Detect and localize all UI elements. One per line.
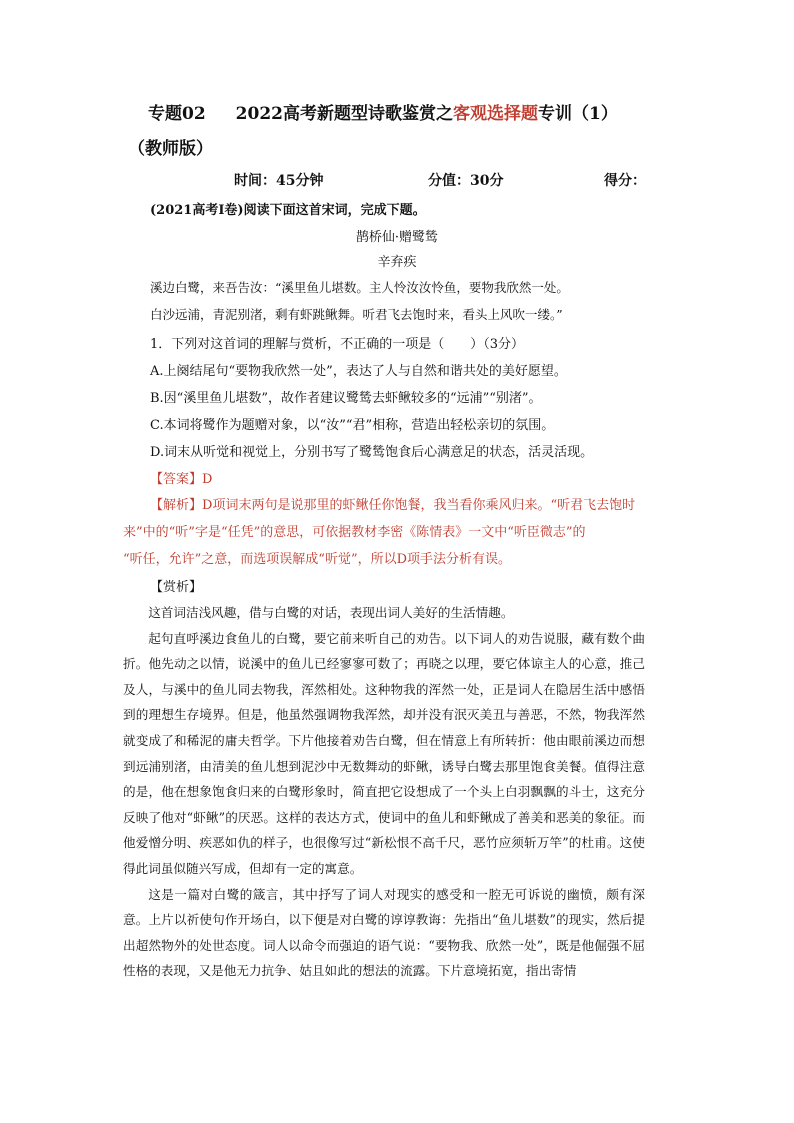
analysis-text: D项词末两句是说那里的虾鳅任你饱餐，我当看你乘风归来。 xyxy=(202,498,551,513)
appreciation-paragraph: 这是一篇对白鹭的箴言，其中抒写了词人对现实的感受和一腔无可诉说的幽愤，颇有深意。上片以祈使句作开场白，以下便是对白鹭的谆谆教诲：先指出“鱼儿堪数”的现实，然后提出超然物外的处世态度。词人以命令而强迫的语气说：“要物我、欣然一处”，既是他倔强不屈性格的表现，又是他无力抗争、姑且如此的想法的流露。下片意境拓宽，指出寄情 xyxy=(123,886,645,979)
result-info: 得分： xyxy=(604,173,646,189)
time-info: 时间：45分钟 xyxy=(234,173,324,189)
analysis-label: 【解析】 xyxy=(150,498,203,513)
title-suffix: 专训（1） xyxy=(538,104,618,124)
score-info: 分值：30分 xyxy=(428,173,504,189)
question-option-b: B.因“溪里鱼儿堪数”，故作者建议鹭鸶去虾鳅较多的“远浦”“别渚”。 xyxy=(150,391,542,406)
title-highlight: 客观选择题 xyxy=(453,104,538,124)
answer-label: 【答案】 xyxy=(150,472,203,487)
answer xyxy=(150,468,650,487)
analysis-line: “听任，允许”之意，而选项误解成“听觉”，所以D项手法分析有误。 xyxy=(123,552,512,567)
question-option-d: D.词末从听觉和视觉上，分别书写了鹭鸶饱食后心满意足的状态，活灵活现。 xyxy=(150,445,594,460)
appreciation-body xyxy=(123,600,645,984)
appreciation-label: 【赏析】 xyxy=(150,580,203,595)
question-option-a: A.上阕结尾句“要物我欣然一处”，表达了人与自然和谐共处的美好愿望。 xyxy=(150,364,567,379)
analysis-line: 来”中的“听”字是“任凭”的意思，可依据教材李密《陈情表》一文中“听臣微志”的 xyxy=(123,525,586,540)
question-stem: 1．下列对这首词的理解与赏析，不正确的一项是（ ）（3分） xyxy=(150,337,525,352)
poem-title: 鹊桥仙·赠鹭鸶 xyxy=(355,230,439,245)
reading-instruction: (2021高考Ⅰ卷)阅读下面这首宋词，完成下题。 xyxy=(150,203,426,218)
analysis-text: “听君飞去饱时 xyxy=(550,498,636,513)
question-option-c: C.本词将鹭作为题赠对象，以“汝”“君”相称，营造出轻松亲切的氛围。 xyxy=(150,418,555,433)
title-topic: 专题02 xyxy=(148,104,206,124)
poem-line: 溪边白鹭，来吾告汝：“溪里鱼儿堪数。主人怜汝汝怜鱼，要物我欣然一处。 xyxy=(150,280,569,295)
page-subtitle: （教师版） xyxy=(128,139,213,159)
poem-author: 辛弃疾 xyxy=(377,255,417,270)
title-main: 2022高考新题型诗歌鉴赏之 xyxy=(235,104,453,124)
appreciation-paragraph: 起句直呼溪边食鱼儿的白鹭，要它前来听自己的劝告。以下词人的劝告说服，藏有数个曲折。他先动之以情，说溪中的鱼儿已经寥寥可数了；再晓之以理，要它体谅主人的心意，推己及人，与溪中的鱼儿同去物我，浑然相处。这种物我的浑然一处，正是词人在隐居生活中感悟到的理想生存境界。但是，他虽然强调物我浑然，却并没有泯灭美丑与善恶，不然，物我浑然就变成了和稀泥的庸夫哲学。下片他接着劝告白鹭，但在情意上有所转折：他由眼前溪边而想到远浦别渚，由清美的鱼儿想到泥沙中无数舞动的虾鳅，诱导白鹭去那里饱食美餐。值得注意的是，他在想象饱食归来的白鹭形象时，简直把它设想成了一个头上白羽飘飘的斗士，这充分反映了他对“虾鳅”的厌恶。这样的表达方式，使词中的鱼儿和虾鳅成了善美和恶美的象征。而他爱憎分明、疾恶如仇的样子，也很像写过“新松恨不高千尺，恶竹应须斩万竿”的杜甫。这使得此词虽似随兴写成，但却有一定的寓意。 xyxy=(123,630,645,876)
page-title xyxy=(148,99,618,124)
answer-value: D xyxy=(202,472,213,487)
analysis-line xyxy=(150,494,650,513)
poem-line: 白沙远浦，青泥别渚，剩有虾跳鳅舞。听君飞去饱时来，看头上风吹一缕。” xyxy=(150,307,563,322)
appreciation-paragraph: 这首词洁浅风趣，借与白鹭的对话，表现出词人美好的生活情趣。 xyxy=(148,605,514,620)
